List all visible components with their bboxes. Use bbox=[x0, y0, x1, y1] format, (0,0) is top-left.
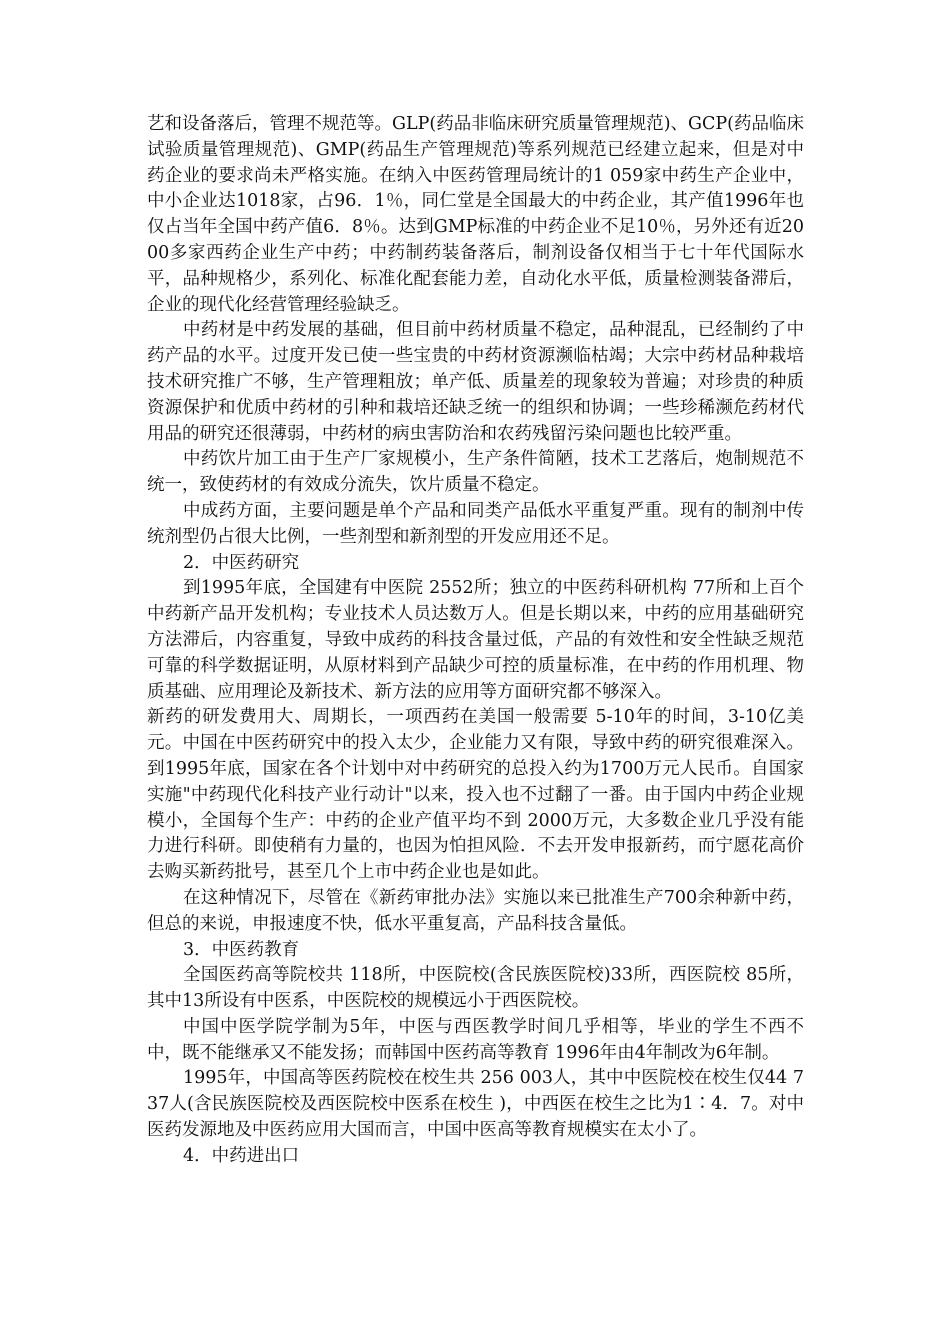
paragraph-enrollment: 1995年，中国高等医药院校在校生共 256 003人，其中中医院校在校生仅44 737人(含民族医院校及西医院校中医系在校生 )，中西医在校生之比为1∶4．7。对中医药发源地及中医药应用大国而言，中国中医高等教育规模实在太小了。 bbox=[147, 1068, 804, 1141]
paragraph-equipment-management: 艺和设备落后，管理不规范等。GLP(药品非临床研究质量管理规范)、GCP(药品临床试验质量管理规范)、GMP(药品生产管理规范)等系列规范已经建立起来，但是对中药企业的要求尚未严格实施。在纳入中医药管理局统计的1 059家中药生产企业中，中小企业达1018家，占96．1％，同仁堂是全国最大的中药企业，其产值1996年也仅占当年全国中药产值6．8％。达到GMP标准的中药企业不足10％，另外还有近2000多家西药企业生产中药；中药制药装备落后，制剂设备仅相当于七十年代国际水平，品种规格少，系列化、标准化配套能力差，自动化水平低，质量检测装备滞后，企业的现代化经营管理经验缺乏。 bbox=[147, 114, 804, 315]
paragraph-curriculum: 中国中医学院学制为5年，中医与西医教学时间几乎相等，毕业的学生不西不中，既不能继承又不能发扬；而韩国中医药高等教育 1996年由4年制改为6年制。 bbox=[147, 1016, 804, 1063]
paragraph-new-drug-approval: 在这种情况下，尽管在《新药审批办法》实施以来已批准生产700余种新中药，但总的来说，申报速度不快，低水平重复高，产品科技含量低。 bbox=[147, 887, 804, 934]
paragraph-patent-medicines: 中成药方面，主要问题是单个产品和同类产品低水平重复严重。现有的制剂中传统剂型仍占很大比例，一些剂型和新剂型的开发应用还不足。 bbox=[147, 500, 804, 547]
paragraph-decoction-pieces: 中药饮片加工由于生产厂家规模小，生产条件简陋，技术工艺落后，炮制规范不统一，致使药材的有效成分流失，饮片质量不稳定。 bbox=[147, 449, 804, 496]
section-heading-education: 3．中医药教育 bbox=[183, 939, 300, 960]
section-heading-research: 2．中医药研究 bbox=[183, 552, 300, 573]
paragraph-medicinal-materials: 中药材是中药发展的基础，但目前中药材质量不稳定，品种混乱，已经制约了中药产品的水平。过度开发已使一些宝贵的中药材资源濒临枯竭；大宗中药材品种栽培技术研究推广不够，生产管理粗放；单产低、质量差的现象较为普遍；对珍贵的种质资源保护和优质中药材的引种和栽培还缺乏统一的组织和协调；一些珍稀濒危药材代用品的研究还很薄弱，中药材的病虫害防治和农药残留污染问题也比较严重。 bbox=[147, 320, 804, 444]
paragraph-institutions: 全国医药高等院校共 118所，中医院校(含民族医院校)33所，西医院校 85所，其中13所设有中医系，中医院校的规模远小于西医院校。 bbox=[147, 965, 804, 1012]
section-heading-trade: 4．中药进出口 bbox=[183, 1145, 300, 1166]
paragraph-research-status: 到1995年底，全国建有中医院 2552所；独立的中医药科研机构 77所和上百个中药新产品开发机构；专业技术人员达数万人。但是长期以来，中药的应用基础研究方法滞后，内容重复，导致中成药的科技含量过低，产品的有效性和安全性缺乏规范可靠的科学数据证明，从原材料到产品缺少可控的质量标准，在中药的作用机理、物质基础、应用理论及新技术、新方法的应用等方面研究都不够深入。 bbox=[147, 578, 804, 702]
paragraph-research-funding: 新药的研发费用大、周期长，一项西药在美国一般需要 5-10年的时间，3-10亿美元。中国在中医药研究中的投入太少，企业能力又有限，导致中药的研究很难深入。到1995年底，国家在各个计划中对中药研究的总投入约为1700万元人民币。自国家实施"中药现代化科技产业行动计"以来，投入也不过翻了一番。由于国内中药企业规模小，全国每个生产：中药的企业产值平均不到 2000万元，大多数企业几乎没有能力进行科研。即使稍有力量的，也因为怕担风险．不去开发申报新药，而宁愿花高价去购买新药批号，甚至几个上市中药企业也是如此。 bbox=[147, 707, 804, 883]
document-page bbox=[147, 112, 804, 1170]
